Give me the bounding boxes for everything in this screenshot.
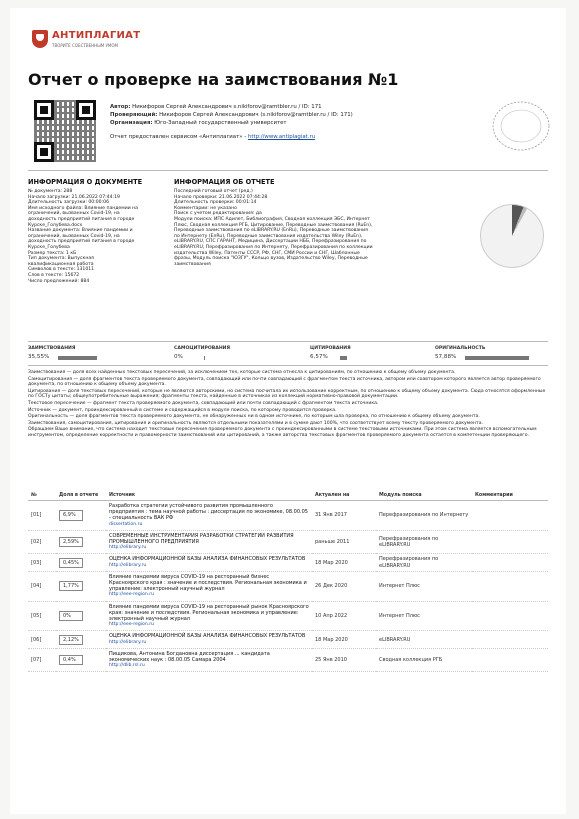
definition-line: Заимствования — доля всех найденных текстовых пересечений, за исключением тех, которые система отнесла к цитированиям, по отношению к общему объему документа. [28, 370, 456, 375]
doc-info-title: ИНФОРМАЦИЯ О ДОКУМЕНТЕ [28, 178, 143, 186]
row-source [106, 601, 312, 631]
score-value: 6,57% [310, 354, 328, 360]
row-comment [472, 530, 548, 554]
row-module: eLIBRARY.RU [376, 631, 472, 648]
row-module: Перефразирования по eLIBRARY.RU [376, 554, 472, 571]
report-info-line: Поиск с учетом редактирования: да [174, 211, 262, 217]
source-title: ОЦЕНКА ИНФОРМАЦИОННОЙ БАЗЫ АНАЛИЗА ФИНАНСОВЫХ РЕЗУЛЬТАТОВ [109, 556, 306, 563]
brand-name: АНТИПЛАГИАТ [52, 30, 141, 41]
col-module: Модуль поиска [376, 491, 472, 501]
table-row [28, 501, 548, 531]
row-source [106, 571, 312, 601]
score-bar [465, 356, 529, 360]
score-label: ЦИТИРОВАНИЯ [310, 346, 351, 351]
row-date: 18 Мар 2020 [312, 631, 376, 648]
score-label: ЗАИМСТВОВАНИЯ [28, 346, 76, 351]
row-module: Интернет Плюс [376, 571, 472, 601]
definition-line: Цитирования — доля текстовых пересечений, которые не являются авторскими, но система посчитала их использование корректным, по отношению к общему объему документа. Сюда относятся оформленные по ГОСТу цитаты; общеупотребительные выражения; фрагменты текста, найденные в источниках из коллекций нормативно-правовой документации. [28, 388, 546, 400]
table-row [28, 601, 548, 631]
doc-info-line: Курске_Голубева [28, 244, 70, 250]
row-num: [07] [28, 648, 56, 672]
definition-line: Самоцитирования — доля фрагментов текста проверяемого документа, совпадающий или почти совпадающий с фрагментом текста источника, автором или соавтором которого является автор проверяемого документа, по отношению к общему объему документа. [28, 376, 541, 388]
definition-line: Оригинальность — доля фрагментов текста проверяемого документа, не обнаруженных ни в одном источнике, по которым шла проверка, по отношению к общему объему документа. [28, 414, 480, 420]
table-row [28, 571, 548, 601]
row-share: 1,77% [56, 571, 106, 601]
meta-service: Отчет предоставлен сервисом «Антиплагиат» - http://www.antiplagiat.ru [110, 134, 316, 140]
doc-info-line: Слов в тексте: 15672 [28, 272, 80, 278]
row-date: 25 Янв 2010 [312, 648, 376, 672]
row-module: Перефразирования по Интернету [376, 501, 472, 531]
row-num: [06] [28, 631, 56, 648]
qr-code-icon [34, 100, 96, 162]
row-source [106, 648, 312, 672]
row-source [106, 501, 312, 531]
doc-info-line: квалификационная работа [28, 261, 94, 267]
row-num: [03] [28, 554, 56, 571]
score-label: ОРИГИНАЛЬНОСТЬ [435, 346, 486, 351]
brand-tagline: ТВОРИТЕ СОБСТВЕННЫМ УМОМ [52, 43, 118, 48]
doc-info-line: Размер текста: 1 кБ [28, 250, 77, 256]
doc-info-line: Название документа: Влияние пандемии и [28, 228, 133, 234]
row-source [106, 554, 312, 571]
row-date: раньше 2011 [312, 530, 376, 554]
report-info-title: ИНФОРМАЦИЯ ОБ ОТЧЕТЕ [174, 178, 275, 186]
definition-line: Заимствования, самоцитирования, цитирования и оригинальность являются отдельными показателями и в сумме дают 100%, что соответствует всему тексту проверяемого документа. [28, 420, 484, 426]
doc-info-line: доходность предприятий питания в городе [28, 216, 135, 222]
originality-pie-chart [480, 204, 544, 268]
col-comments: Комментарии [472, 491, 548, 501]
score-bar [204, 356, 205, 360]
row-module: Интернет Плюс [376, 601, 472, 631]
stamp-icon [490, 98, 552, 154]
meta-checker: Проверяющий: Никифоров Сергей Александрович (s.nikiforov@ramtbler.ru / ID: 171) [110, 112, 353, 118]
source-url[interactable]: dissertation.ru [109, 521, 143, 527]
source-title: Влияние пандемии вируса COVID-19 на ресторанный бизнес Красноярского края : значение и последствия. Региональная экономика и управление: электронный научный журнал [109, 573, 307, 593]
doc-info-line: ограничений, вызванных Covid-19, на [28, 211, 120, 217]
report-info-line: eLIBRARY.RU, Перефразирования по Интернету, Перефразирования по коллекции [174, 244, 373, 250]
doc-info-list [28, 189, 178, 284]
report-info-line: по Интернету (EnRu), Переводные заимствования издательства Wiley (RuEn), [174, 233, 363, 239]
doc-info-line: Начало загрузки: 21.06.2022 07:44:19 [28, 194, 120, 200]
row-comment [472, 571, 548, 601]
sources-table [28, 491, 548, 672]
score-value: 35,55% [28, 354, 50, 360]
row-date: 10 Апр 2022 [312, 601, 376, 631]
definitions-block [28, 370, 548, 440]
row-share: 2,12% [56, 631, 106, 648]
meta-author: Автор: Никифоров Сергей Александрович s.nikiforov@ramtbler.ru / ID: 171 [110, 104, 322, 110]
definition-line: Текстовое пересечение — фрагмент текста проверяемого документа, совпадающий или почти совпадающий с фрагментом текста источника. [28, 400, 379, 406]
score-bar [58, 356, 97, 360]
row-num: [04] [28, 571, 56, 601]
source-title: Пищикова, Антонина Богдановна диссертация ... кандидата экономических наук : 08.00.05 Самара 2004 [109, 650, 270, 664]
doc-info-line: Имя исходного файла: Влияние пандемии на [28, 205, 138, 211]
row-num: [01] [28, 501, 56, 531]
row-num: [05] [28, 601, 56, 631]
source-url[interactable]: http://dlib.rsl.ru [109, 663, 145, 669]
row-share: 0% [56, 601, 106, 631]
report-info-line: Длительность проверки: 00:01:14 [174, 200, 257, 206]
col-share: Доля в отчете [56, 491, 106, 501]
row-module: Перефразирования по eLIBRARY.RU [376, 530, 472, 554]
meta-organization: Организация: Юго-Западный государственный университет [110, 120, 287, 126]
row-share: 0,45% [56, 554, 106, 571]
source-url[interactable]: http://eee-region.ru [109, 592, 154, 598]
row-source [106, 631, 312, 648]
score-value: 57,88% [435, 354, 457, 360]
row-date: 18 Мар 2020 [312, 554, 376, 571]
doc-info-line: Курске_Голубева.docx [28, 222, 83, 228]
report-info-line: Начало проверки: 21.06.2022 07:44:28 [174, 194, 268, 200]
row-source [106, 530, 312, 554]
col-date: Актуален на [312, 491, 376, 501]
score-label: САМОЦИТИРОВАНИЯ [174, 346, 231, 351]
antiplagiat-shield-icon [32, 30, 48, 48]
row-date: 26 Дек 2020 [312, 571, 376, 601]
row-num: [02] [28, 530, 56, 554]
row-comment [472, 631, 548, 648]
page-title: Отчет о проверке на заимствования №1 [28, 70, 399, 89]
doc-info-line: № документа: 288 [28, 189, 73, 194]
source-url[interactable]: http://elibrary.ru [109, 562, 147, 568]
row-comment [472, 601, 548, 631]
table-header-row [28, 491, 548, 501]
source-url[interactable]: http://elibrary.ru [109, 639, 147, 645]
doc-info-line: ограничений, вызванных Covid-19, на [28, 233, 120, 239]
report-info-line: Переводные заимствования по eLIBRARY.RU (EnRu), Переводные заимствования [174, 228, 368, 234]
table-row [28, 554, 548, 571]
doc-info-line: Тип документа: Выпускная [28, 256, 94, 262]
definition-line: Обращаем Ваше внимание, что система находит текстовые пересечения проверяемого документа с проиндексированными в системе текстовыми источниками. При этом система является вспомогательным инструментом, определение корректности и правомерности заимствований или цитирований, а также авторства текстовых фрагментов проверяемого документа остается в компетенции проверяющего. [28, 427, 537, 438]
doc-info-line: Число предложений: 884 [28, 278, 90, 284]
row-comment [472, 648, 548, 672]
report-info-line: eLIBRARY.RU, СПС ГАРАНТ, Медицина, Диссертации НББ, Перефразирования по [174, 239, 367, 245]
row-date: 31 Янв 2017 [312, 501, 376, 531]
report-info-line: Модули поиска: ИПС Адилет, Библиография, Сводная коллекция ЭБС, Интернет [174, 216, 370, 222]
row-share: 0,4% [56, 648, 106, 672]
report-info-line: Последний готовый отчет (ред.) [174, 189, 253, 194]
row-share: 6,9% [56, 501, 106, 531]
col-num: № [28, 491, 56, 501]
row-comment [472, 501, 548, 531]
doc-info-line: доходность предприятий питания в городе [28, 239, 135, 245]
source-url[interactable]: http://eee-region.ru [109, 622, 154, 628]
source-title: Влияние пандемии вируса COVID-19 на ресторанный рынок Красноярского края: значение и последствия. Региональная экономика и управление: электронный научный журнал [109, 603, 309, 623]
score-value: 0% [174, 354, 183, 360]
service-link[interactable]: http://www.antiplagiat.ru [247, 134, 316, 140]
source-title: ОЦЕНКА ИНФОРМАЦИОННОЙ БАЗЫ АНАЛИЗА ФИНАНСОВЫХ РЕЗУЛЬТАТОВ [109, 633, 306, 640]
report-info-list [174, 189, 474, 267]
source-title: Разработка стратегии устойчивого развития промышленного предприятия : тема научной работы : диссертация по экономике, 08.00.05 - специальность ВАК РФ [109, 503, 308, 522]
col-source: Источник [106, 491, 312, 501]
report-page [10, 8, 566, 814]
report-info-line: Плюс, Сводная коллекция РГБ, Цитирование, Переводные заимствования (RuEn), [174, 222, 373, 228]
report-info-line: Комментарии: не указано [174, 205, 237, 211]
source-title: СОВРЕМЕННЫЕ ИНСТРУМЕНТАРИЯ РАЗРАБОТКИ СТРАТЕГИИ РАЗВИТИЯ ПРОМЫШЛЕННОГО ПРЕДПРИЯТИЯ [109, 532, 294, 546]
score-bar [340, 356, 347, 360]
report-info-line: издательства Wiley, Патенты СССР, РФ, СНГ, СМИ России и СНГ, Шаблонные [174, 250, 360, 256]
source-url[interactable]: http://elibrary.ru [109, 545, 147, 551]
doc-info-line: Длительность загрузки: 00:00:06 [28, 200, 109, 206]
row-share: 2,59% [56, 530, 106, 554]
report-info-line: заимствования [174, 261, 211, 267]
report-info-line: фразы, Модуль поиска "ЮЗГУ", Кольцо вузов, Издательство Wiley, Переводные [174, 256, 368, 262]
table-row [28, 648, 548, 672]
table-row [28, 631, 548, 648]
table-row [28, 530, 548, 554]
doc-info-line: Символов в тексте: 131011 [28, 267, 95, 273]
row-module: Сводная коллекция РГБ [376, 648, 472, 672]
row-comment [472, 554, 548, 571]
definition-line: Источник — документ, проиндексированный в системе и содержащийся в модуле поиска, по которому проводится проверка. [28, 407, 337, 413]
